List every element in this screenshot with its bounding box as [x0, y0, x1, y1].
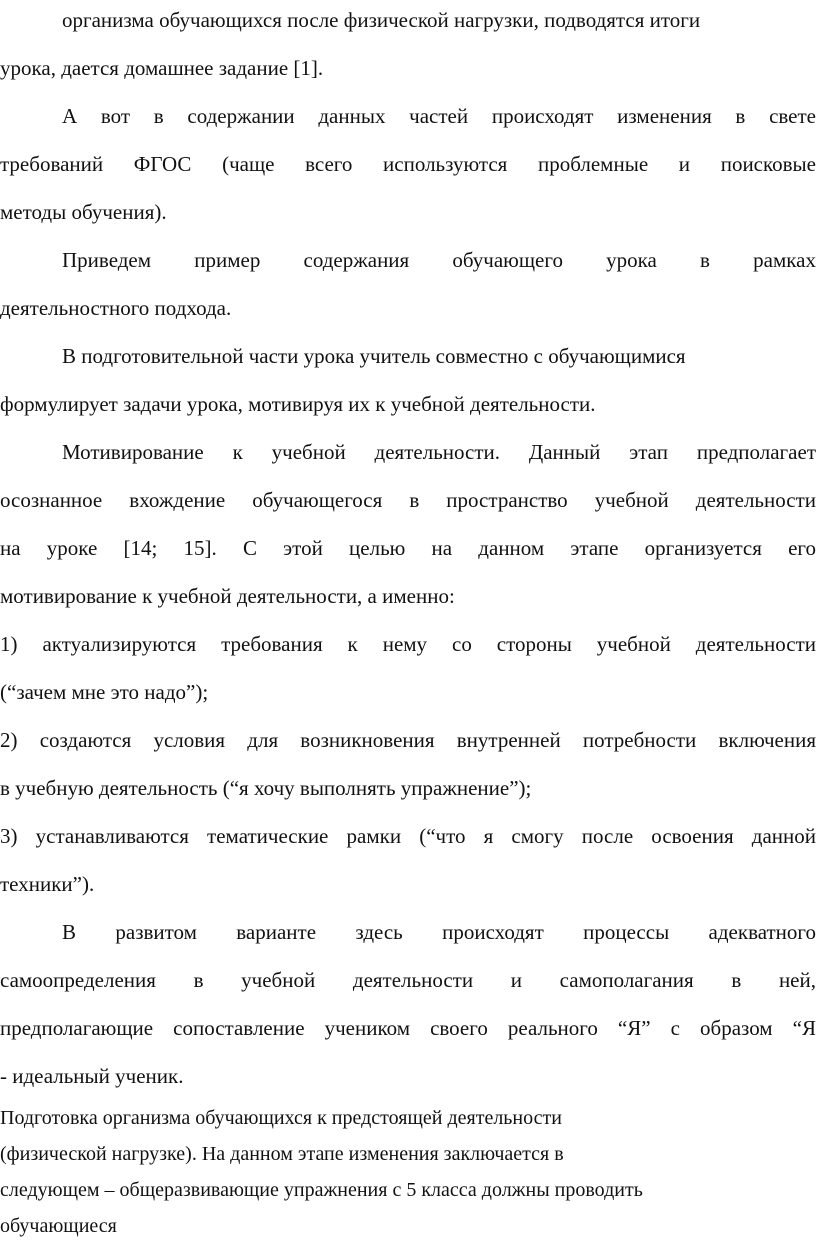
text-line: самоопределения в учебной деятельности и самополагания в ней,: [0, 968, 816, 992]
text-line: формулирует задачи урока, мотивируя их к учебной деятельности.: [0, 392, 596, 416]
text-line: 2) создаются условия для возникновения внутренней потребности включения: [0, 728, 816, 752]
text-line: следующем – общеразвивающие упражнения с 5 класса должны проводить: [0, 1179, 643, 1201]
text-line: В развитом варианте здесь происходят процессы адекватного: [62, 920, 816, 944]
text-line: мотивирование к учебной деятельности, а именно:: [0, 584, 455, 608]
text-line: 3) устанавливаются тематические рамки (“что я смогу после освоения данной: [0, 824, 816, 848]
text-line: В подготовительной части урока учитель совместно с обучающимися: [62, 344, 686, 368]
text-line: техники”).: [0, 872, 95, 896]
text-line: Мотивирование к учебной деятельности. Данный этап предполагает: [62, 440, 816, 464]
text-line: предполагающие сопоставление учеником своего реального “Я” с образом “Я: [0, 1016, 816, 1040]
text-line: организма обучающихся после физической нагрузки, подводятся итоги: [62, 8, 701, 32]
text-line: (“зачем мне это надо”);: [0, 680, 209, 704]
text-line: деятельностного подхода.: [0, 296, 232, 320]
text-line: 1) актуализируются требования к нему со стороны учебной деятельности: [0, 632, 816, 656]
text-line: осознанное вхождение обучающегося в пространство учебной деятельности: [0, 488, 816, 512]
text-line: на уроке [14; 15]. С этой целью на данном этапе организуется его: [0, 536, 816, 560]
text-line: Приведем пример содержания обучающего урока в рамках: [62, 248, 816, 272]
text-line: методы обучения).: [0, 200, 167, 224]
text-line: Подготовка организма обучающихся к предстоящей деятельности: [0, 1107, 562, 1129]
text-line: - идеальный ученик.: [0, 1064, 184, 1088]
text-line: (физической нагрузке). На данном этапе изменения заключается в: [0, 1143, 564, 1165]
text-line: А вот в содержании данных частей происходят изменения в свете: [62, 104, 816, 128]
text-line: в учебную деятельность (“я хочу выполнять упражнение”);: [0, 776, 532, 800]
text-line: требований ФГОС (чаще всего используются проблемные и поисковые: [0, 152, 816, 176]
text-line: обучающиеся: [0, 1215, 117, 1237]
text-line: урока, дается домашнее задание [1].: [0, 56, 324, 80]
